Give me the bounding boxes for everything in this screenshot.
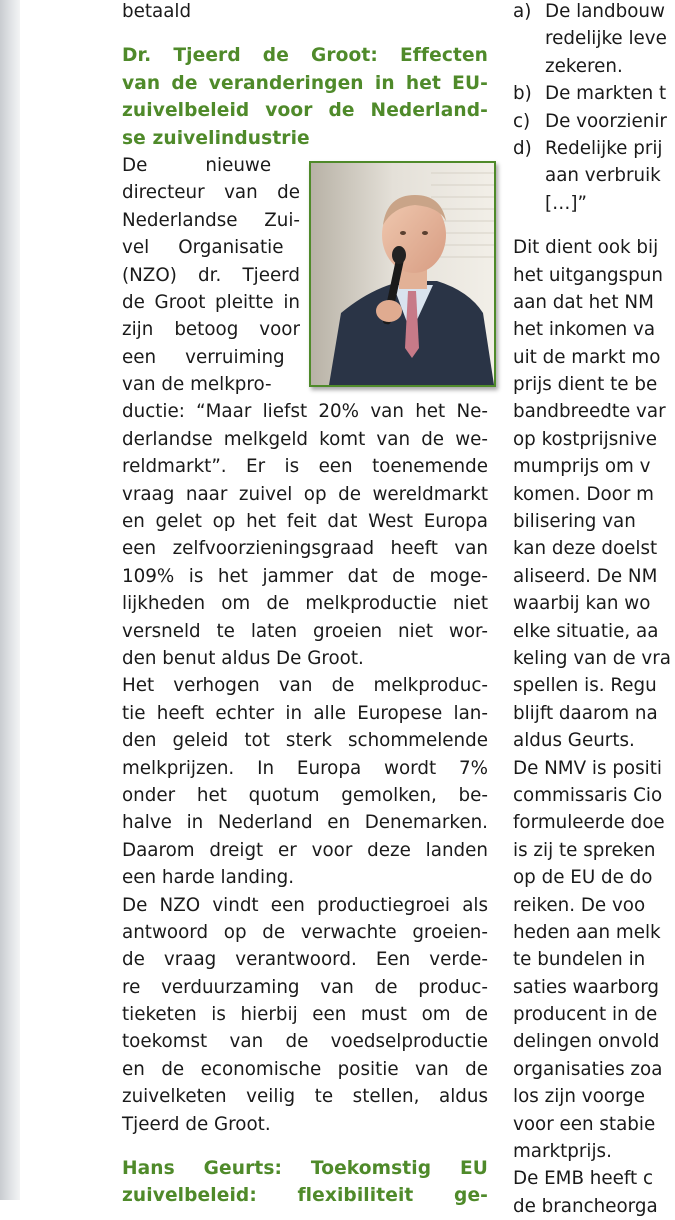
text-line: een verruiming (122, 346, 285, 368)
heading-de-groot (122, 42, 488, 152)
text-line: zuivelketen veilig te stellen, aldus (122, 1086, 488, 1108)
text-line: aldus Geurts. (513, 730, 635, 752)
text-line: derlandse melkgeld komt van de we- (122, 428, 488, 450)
text-line: tieketen is hierbij een must om de (122, 1004, 488, 1026)
list-item (513, 25, 675, 52)
list-text: De landbouw (545, 1, 665, 22)
text-line: te bundelen in (513, 949, 646, 971)
text-line: ductie: “Maar liefst 20% van het Ne- (122, 401, 488, 423)
list-text: De voorzienir (545, 110, 667, 132)
text-line: producent in de (513, 1004, 658, 1026)
text-line: De NZO vindt een productiegroei als (122, 894, 488, 916)
text-line: komen. Door m (513, 483, 654, 505)
quote-list (513, 0, 675, 217)
text-line: spellen is. Regu (513, 675, 657, 697)
text-line: marktprijs. (513, 1141, 612, 1163)
text-line: toekomst van de voedselproductie (122, 1031, 488, 1053)
text-line: en gelet op het feit dat West Europa (122, 511, 488, 533)
list-text: […]” (545, 192, 588, 214)
wrap-text-block (122, 152, 300, 399)
text-line: onder het quotum gemolken, be- (122, 784, 488, 806)
text-line: lijkheden om de melkproductie niet (122, 593, 488, 615)
text-line: is zij te spreken (513, 839, 656, 861)
list-text: redelijke leve (545, 28, 667, 50)
list-item (513, 162, 675, 189)
text-line: de brancheorga (513, 1195, 658, 1217)
text-line: Dit dient ook bij (513, 237, 659, 259)
text-line: den geleid tot sterk schommelende (122, 730, 488, 752)
text-line: reldmarkt”. Er is een toenemende (122, 456, 488, 478)
text-line: formuleerde doe (513, 812, 665, 834)
article-body-left (122, 398, 488, 1138)
text-line: versneld te laten groeien niet wor- (122, 620, 488, 642)
heading-line: zuivelbeleid voor de Nederland- (122, 100, 488, 122)
text-line: vel Organisatie (122, 237, 284, 259)
speaker-photo-icon (311, 163, 494, 385)
heading-line: Hans Geurts: Toekomstig EU (122, 1158, 488, 1180)
page-edge-shadow (0, 0, 20, 1200)
text-line: (NZO) dr. Tjeerd (122, 264, 300, 286)
text-line: op de EU de do (513, 867, 653, 889)
text-line: de vraag verantwoord. Een verde- (122, 949, 488, 971)
text-line: De EMB heeft c (513, 1168, 654, 1190)
text-line: tie heeft echter in alle Europese lan- (122, 702, 488, 724)
text-line: en de economische positie van de (122, 1058, 488, 1080)
text-line: uit de markt mo (513, 346, 661, 368)
list-item (513, 108, 675, 135)
text-line: een harde landing. (122, 867, 295, 889)
portrait-photo (309, 161, 496, 387)
text-line: saties waarborg (513, 976, 660, 998)
text-line: het inkomen va (513, 319, 656, 341)
list-item (513, 0, 675, 25)
list-label: a) (513, 1, 532, 22)
text-line: kan deze doelst (513, 538, 658, 560)
list-label: c) (513, 110, 531, 132)
heading-line: se zuivelindustrie (122, 127, 310, 149)
list-label: d) (513, 137, 532, 159)
text-line: Tjeerd de Groot. (122, 1113, 271, 1135)
list-text: zekeren. (545, 55, 623, 77)
text-line: organisaties zoa (513, 1058, 663, 1080)
text-line: mumprijs om v (513, 456, 651, 478)
text-line: Daarom dreigt er voor deze landen (122, 839, 488, 861)
text-line: op kostprijsnive (513, 428, 657, 450)
text-line: delingen onvold (513, 1031, 660, 1053)
text-line: aliseerd. De NM (513, 565, 658, 587)
list-item (513, 80, 675, 107)
text-line: bandbreedte var (513, 401, 666, 423)
list-label: b) (513, 83, 532, 105)
text-line: bilisering van (513, 511, 636, 533)
text-line: voor een stabie (513, 1113, 656, 1135)
text-line: waarbij kan wo (513, 593, 651, 615)
text-line: prijs dient te be (513, 374, 658, 396)
article-body-right (513, 234, 675, 1220)
list-text: De markten t (545, 83, 667, 105)
text-line: heden aan melk (513, 921, 661, 943)
text-line: van de melkpro- (122, 374, 272, 396)
text-line: een zelfvoorzieningsgraad heeft van (122, 538, 488, 560)
text-line: De NMV is positi (513, 757, 662, 779)
text-line: directeur van de (122, 182, 300, 204)
text-line: zijn betoog voor (122, 319, 300, 341)
text-line: den benut aldus De Groot. (122, 647, 364, 669)
article-column-right (513, 0, 675, 1220)
list-text: aan verbruik (545, 165, 661, 187)
text-line: de Groot pleitte in (122, 291, 300, 313)
text-line: 109% is het jammer dat de moge- (122, 565, 488, 587)
list-item (513, 190, 675, 217)
top-line: betaald (122, 1, 192, 22)
text-line: De nieuwe (122, 154, 272, 176)
text-line: commissaris Cio (513, 784, 663, 806)
text-line: Het verhogen van de melkproduc- (122, 675, 488, 697)
text-line: blijft daarom na (513, 702, 658, 724)
text-line: re verduurzaming van de produc- (122, 976, 488, 998)
list-item (513, 135, 675, 162)
text-line: halve in Nederland en Denemarken. (122, 812, 488, 834)
heading-geurts (122, 1155, 488, 1210)
text-line: reiken. De voo (513, 894, 646, 916)
heading-line: van de veranderingen in het EU- (122, 72, 488, 94)
text-line: antwoord op de verwachte groeien- (122, 921, 488, 943)
list-text: Redelijke prij (545, 137, 663, 159)
heading-line: zuivelbeleid: flexibiliteit ge- (122, 1185, 488, 1207)
text-line: aan dat het NM (513, 291, 654, 313)
text-line: los zijn voorge (513, 1086, 645, 1108)
list-item (513, 53, 675, 80)
text-line: vraag naar zuivel op de wereldmarkt (122, 483, 488, 505)
text-line: het uitgangspun (513, 264, 663, 286)
heading-line: Dr. Tjeerd de Groot: Effecten (122, 45, 488, 67)
text-line: melkprijzen. In Europa wordt 7% (122, 757, 488, 779)
text-line: keling van de vra (513, 647, 671, 669)
text-line: elke situatie, aa (513, 620, 659, 642)
text-line: Nederlandse Zui- (122, 209, 300, 231)
